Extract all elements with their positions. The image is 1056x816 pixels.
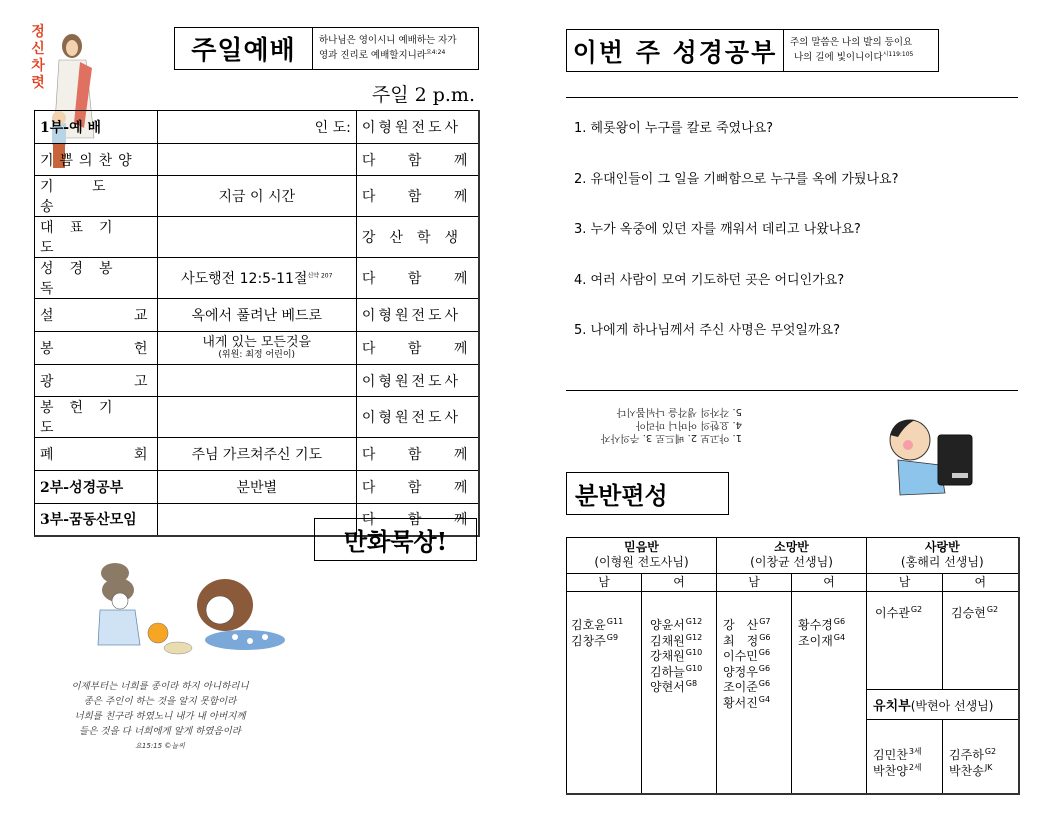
student: 양윤서$^{G12}$ [650, 617, 703, 632]
student: 양정우$^{G6}$ [723, 663, 771, 679]
student: 김민찬$^{3세}$ [873, 747, 922, 762]
bible-study-title: 이번 주 성경공부 [567, 30, 784, 71]
verse-line-1: 주의 말씀은 나의 발의 등이요 [790, 37, 913, 48]
order-leader: 이형원전도사 [356, 397, 479, 438]
scripture-reading: 사도행전 12:5-11절 [181, 271, 308, 288]
order-leader: 다 함 께 [356, 438, 479, 471]
caption-reference: 요15:15 ©늘씨 [135, 742, 185, 750]
order-leader: 다 함 께 [356, 258, 479, 299]
male-label: 남 [867, 574, 943, 592]
question-item: 1. 헤롯왕이 누구를 칼로 죽였나요? [574, 121, 774, 136]
female-label: 여 [642, 574, 717, 592]
student: 양현서$^{G8}$ [650, 679, 698, 694]
student: 박찬송$^{JK}$ [949, 762, 993, 778]
bible-study-verse [784, 30, 938, 71]
class-header-love [867, 538, 1019, 574]
class-name: 유치부 [873, 699, 911, 714]
upside-down-answers [572, 405, 742, 444]
verse-ref: 요4:24 [426, 48, 446, 56]
table-row [35, 332, 480, 365]
order-leader: 이형원전도사 [356, 299, 479, 332]
order-item: 성경봉독 [35, 258, 158, 299]
hope-female-list [792, 592, 867, 795]
offering-song: 내게 있는 모든것을 [202, 334, 312, 350]
question-item: 3. 누가 옥중에 있던 자를 깨워서 데리고 나왔나요? [574, 222, 861, 237]
answer-line: 4. 요한의 어머니 마리아 [635, 419, 742, 430]
cartoon-caption [60, 679, 260, 754]
student: 김하늘$^{G10}$ [650, 663, 703, 679]
student: 이수민$^{G6}$ [723, 648, 771, 663]
order-item: 봉헌기도 [35, 397, 158, 438]
verse-ref: 시119:105 [882, 50, 914, 58]
student: 김채원$^{G12}$ [650, 632, 703, 648]
table-row [35, 364, 480, 397]
gender-header-row [567, 574, 1019, 592]
question-item: 4. 여러 사람이 모여 기도하던 곳은 어디인가요? [574, 272, 845, 288]
male-label: 남 [567, 574, 642, 592]
order-item: 기 도 송 [35, 176, 158, 217]
caption-line: 너희를 친구라 하였노니 내가 내 아버지께 [74, 711, 246, 722]
vertical-title: 정신차렷 [31, 24, 45, 91]
table-row [35, 258, 480, 299]
divider-top [566, 97, 1018, 98]
girls-playing-illustration [70, 555, 300, 665]
female-label: 여 [943, 574, 1019, 592]
love-male-list [867, 592, 943, 690]
class-name: 사랑반 [924, 540, 960, 554]
order-item: 1부-예 배 [35, 111, 158, 144]
class-header-row [567, 538, 1019, 574]
student: 김창주$^{G9}$ [571, 632, 619, 648]
class-teacher: (이창균 선생님) [750, 555, 833, 569]
table-row [35, 299, 480, 332]
order-leader: 다 함 께 [356, 176, 479, 217]
class-name: 믿음반 [624, 540, 659, 554]
class-name: 소망반 [774, 540, 809, 554]
hope-male-list [717, 592, 792, 795]
order-leader: 다 함 께 [356, 471, 479, 504]
student: 최 정$^{G6}$ [723, 632, 771, 648]
order-content: 분반별 [157, 471, 356, 504]
order-content [157, 397, 356, 438]
order-content [157, 364, 356, 397]
worship-header [174, 27, 479, 70]
faith-male-list [567, 592, 642, 795]
student: 강 산$^{G7}$ [723, 617, 771, 632]
class-assignment-table [566, 537, 1020, 795]
class-header-hope [717, 538, 867, 574]
caption-line: 들은 것을 다 너희에게 알게 하였음이라 [79, 726, 241, 737]
male-label: 남 [717, 574, 792, 592]
order-content [157, 332, 356, 365]
order-leader: 이형원전도사 [356, 364, 479, 397]
table-row [35, 176, 480, 217]
student: 황서진$^{G4}$ [723, 694, 771, 710]
class-assignment-title: 분반편성 [566, 472, 729, 515]
table-row [35, 143, 480, 176]
answer-line: 5. 각자의 생각을 나눠봅시다 [616, 406, 742, 417]
order-leader: 다 함 께 [356, 143, 479, 176]
worship-order-table [34, 110, 480, 537]
order-item: 3부-꿈동산모임 [35, 503, 158, 536]
divider-bottom [566, 390, 1018, 391]
boy-reading-bible-illustration [870, 405, 990, 505]
student: 조이준$^{G6}$ [723, 679, 771, 694]
answer-line: 1. 야고보 2. 베드로 3. 주의사자 [600, 432, 742, 443]
order-item: 폐 회 [35, 438, 158, 471]
offering-committee: (위원: 최정 어린이) [218, 349, 296, 360]
order-item: 기쁨의찬양 [35, 143, 158, 176]
order-item: 봉 헌 [35, 332, 158, 365]
order-content: 옥에서 풀려난 베드로 [157, 299, 356, 332]
study-questions [574, 120, 1014, 373]
class-teacher: (박현아 선생님) [910, 699, 994, 713]
class-teacher: (이형원 전도사님) [594, 555, 689, 569]
love-female-list [943, 592, 1019, 690]
worship-verse [313, 28, 478, 69]
order-leader: 이형원전도사 [356, 111, 479, 144]
student: 조이재$^{G4}$ [798, 632, 846, 648]
scripture-page: 신약 207 [307, 272, 333, 280]
order-content: 주님 가르쳐주신 기도 [157, 438, 356, 471]
table-row [35, 397, 480, 438]
order-item: 광 고 [35, 364, 158, 397]
order-leader: 다 함 께 [356, 332, 479, 365]
student: 이수관$^{G2}$ [875, 605, 923, 620]
students-row [567, 592, 1019, 690]
student: 김주하$^{G2}$ [949, 747, 997, 762]
student: 김승현$^{G2}$ [951, 605, 999, 620]
verse-line-2: 영과 진리로 예배할지니라 [319, 50, 426, 61]
table-row [35, 111, 480, 144]
order-content [157, 143, 356, 176]
faith-female-list [642, 592, 717, 795]
order-item: 2부-성경공부 [35, 471, 158, 504]
kindergarten-header [867, 690, 1019, 720]
caption-line: 종은 주인이 하는 것을 알지 못함이라 [83, 696, 237, 707]
order-item: 대표기도 [35, 217, 158, 258]
student: 황수경$^{G6}$ [798, 617, 846, 632]
female-label: 여 [792, 574, 867, 592]
student: 김호윤$^{G11}$ [571, 617, 624, 632]
class-teacher: (홍해리 선생님) [900, 555, 984, 569]
table-row [35, 471, 480, 504]
order-content: 인 도: [157, 111, 356, 144]
question-item: 2. 유대인들이 그 일을 기뻐함으로 누구를 옥에 가뒀나요? [574, 171, 899, 187]
order-leader: 다 함 께 [356, 503, 479, 536]
worship-title: 주일예배 [175, 28, 313, 69]
verse-line-2: 나의 길에 빛이니이다 [794, 52, 883, 63]
caption-line: 이제부터는 너희를 종이라 하지 아니하리니 [71, 681, 249, 692]
table-row [35, 438, 480, 471]
service-time: 주일 2 p.m. [371, 84, 475, 106]
question-item: 5. 나에게 하나님께서 주신 사명은 무엇일까요? [574, 323, 841, 338]
kindergarten-female-list [943, 720, 1019, 795]
student: 강채원$^{G10}$ [650, 648, 703, 663]
kindergarten-male-list [867, 720, 943, 795]
order-content [157, 258, 356, 299]
table-row [35, 217, 480, 258]
order-leader: 강산학생 [356, 217, 479, 258]
order-content: 지금 이 시간 [157, 176, 356, 217]
cartoon-meditation-title: 만화묵상! [314, 518, 477, 561]
class-header-faith [567, 538, 717, 574]
bible-study-header [566, 29, 939, 72]
order-content [157, 217, 356, 258]
student: 박찬양$^{2세}$ [873, 762, 922, 778]
order-item: 설 교 [35, 299, 158, 332]
verse-line-1: 하나님은 영이시니 예배하는 자가 [319, 35, 457, 46]
